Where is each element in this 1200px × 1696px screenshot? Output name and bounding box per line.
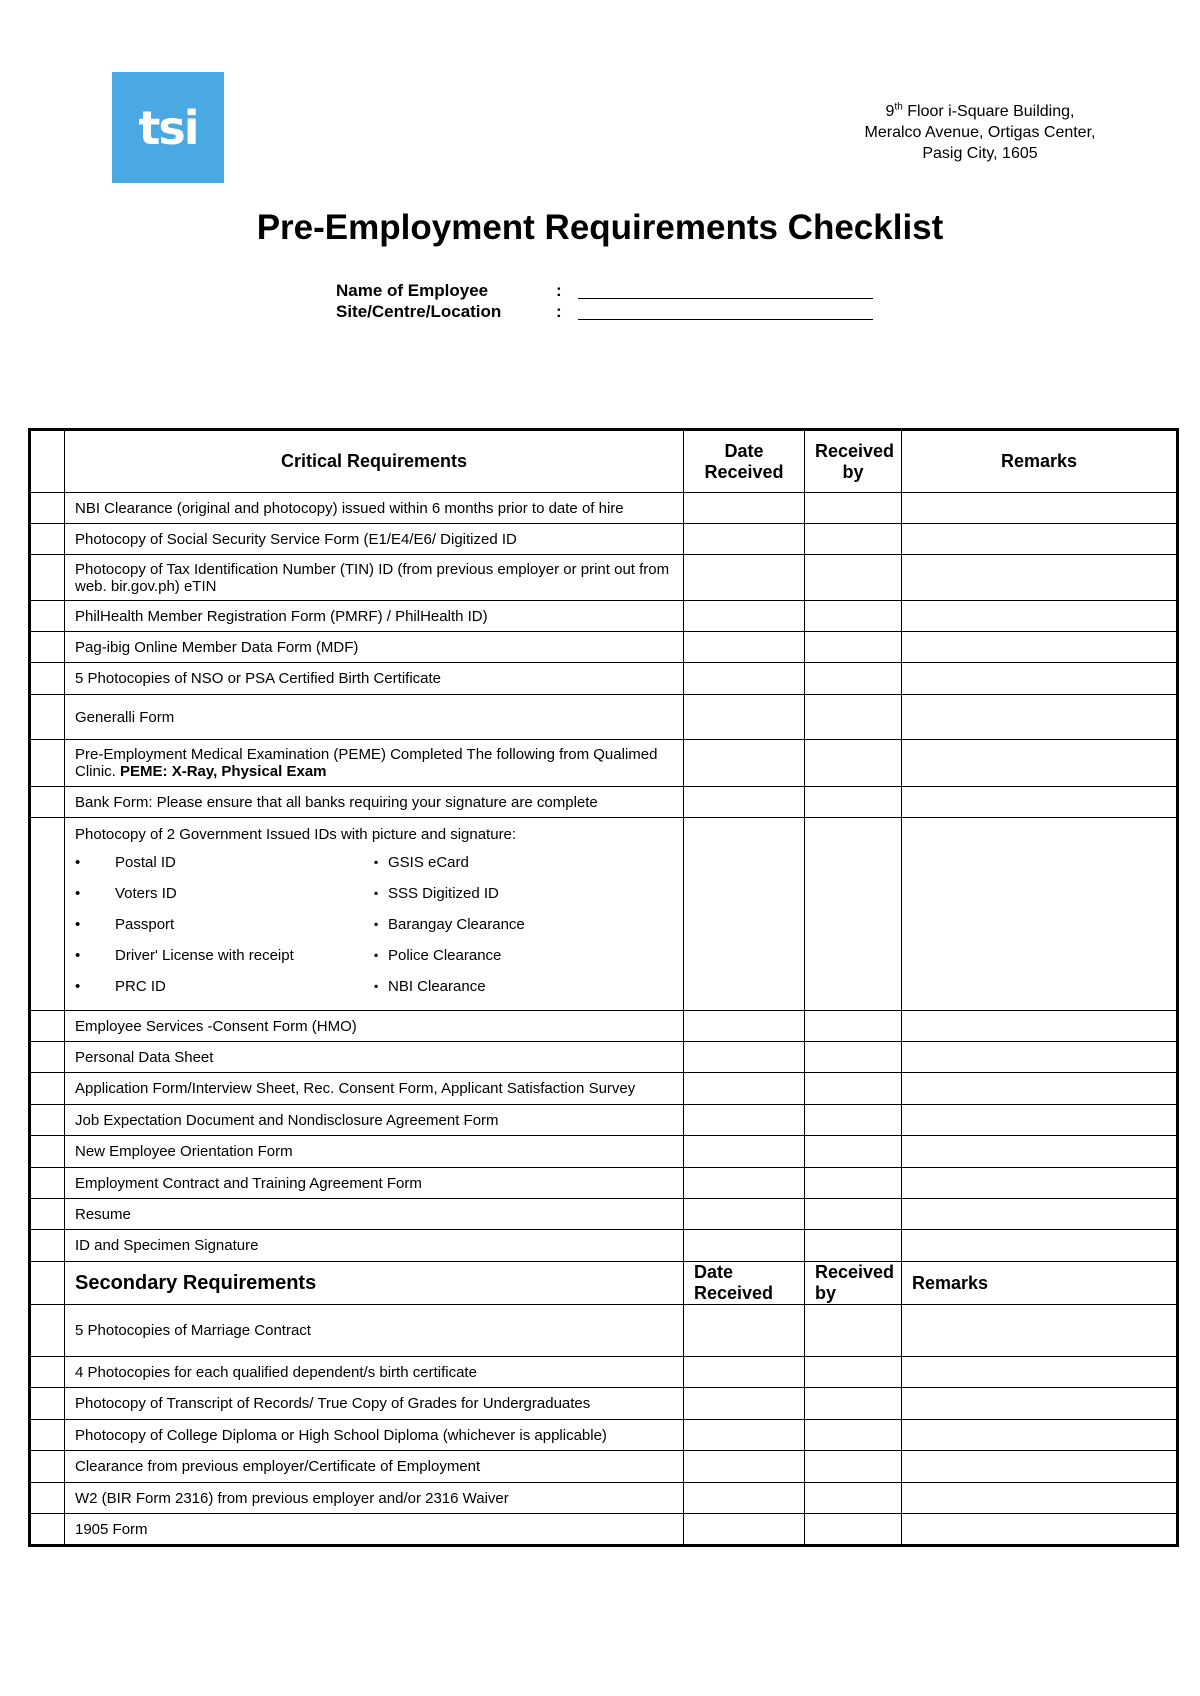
list-item bbox=[374, 940, 673, 971]
list-item bbox=[75, 909, 374, 940]
date-received-header bbox=[684, 1262, 805, 1305]
address-line-3: Pasig City, 1605 bbox=[922, 145, 1038, 162]
date-received-cell[interactable] bbox=[684, 601, 805, 632]
peme-text: Pre-Employment Medical Examination (PEME) Completed The following from Qualimed Clinic. bbox=[75, 746, 658, 780]
check-cell[interactable] bbox=[30, 1357, 65, 1388]
square-bullet-icon: ▪ bbox=[374, 948, 379, 962]
table-row bbox=[30, 818, 1178, 1011]
colon: : bbox=[556, 302, 562, 321]
bullet-icon: • bbox=[75, 885, 81, 902]
list-item bbox=[374, 878, 673, 909]
received-by-cell[interactable] bbox=[805, 1042, 902, 1073]
table-row bbox=[30, 1451, 1178, 1483]
bullet-icon: • bbox=[75, 854, 81, 871]
check-cell[interactable] bbox=[30, 1451, 65, 1483]
received-by-cell[interactable] bbox=[805, 1451, 902, 1483]
received-by-cell[interactable] bbox=[805, 740, 902, 787]
government-ids-cell bbox=[65, 818, 684, 1011]
check-cell[interactable] bbox=[30, 1483, 65, 1514]
secondary-header-row bbox=[30, 1262, 1178, 1305]
check-cell[interactable] bbox=[30, 1073, 65, 1105]
address-line-2: Meralco Avenue, Ortigas Center, bbox=[864, 124, 1096, 141]
received-by-cell[interactable] bbox=[805, 1168, 902, 1199]
date-label: Date bbox=[724, 440, 764, 461]
check-cell[interactable] bbox=[30, 601, 65, 632]
remarks-cell[interactable] bbox=[902, 1136, 1178, 1168]
check-cell[interactable] bbox=[30, 695, 65, 740]
remarks-cell[interactable] bbox=[902, 632, 1178, 663]
received-by-cell[interactable] bbox=[805, 1230, 902, 1262]
table-row bbox=[30, 695, 1178, 740]
check-cell[interactable] bbox=[30, 740, 65, 787]
remarks-cell[interactable] bbox=[902, 1042, 1178, 1073]
site-location-blank-line[interactable] bbox=[578, 319, 873, 320]
received-by-cell[interactable] bbox=[805, 555, 902, 601]
remarks-cell[interactable] bbox=[902, 695, 1178, 740]
check-cell[interactable] bbox=[30, 524, 65, 555]
remarks-cell[interactable] bbox=[902, 740, 1178, 787]
date-received-cell[interactable] bbox=[684, 787, 805, 818]
table-row bbox=[30, 1514, 1178, 1546]
list-item bbox=[75, 940, 374, 971]
remarks-cell[interactable] bbox=[902, 524, 1178, 555]
remarks-cell[interactable] bbox=[902, 1105, 1178, 1136]
list-item bbox=[75, 847, 374, 878]
square-bullet-icon: ▪ bbox=[374, 979, 379, 993]
list-item bbox=[75, 878, 374, 909]
table-row bbox=[30, 632, 1178, 663]
check-cell[interactable] bbox=[30, 818, 65, 1011]
date-received-cell[interactable] bbox=[684, 1514, 805, 1546]
remarks-cell[interactable] bbox=[902, 1388, 1178, 1420]
list-item bbox=[374, 971, 673, 1002]
remarks-cell[interactable] bbox=[902, 493, 1178, 524]
table-row bbox=[30, 493, 1178, 524]
date-received-cell[interactable] bbox=[684, 1357, 805, 1388]
date-received-cell[interactable] bbox=[684, 663, 805, 695]
check-cell[interactable] bbox=[30, 1199, 65, 1230]
table-row bbox=[30, 601, 1178, 632]
requirement-text: ID and Specimen Signature bbox=[65, 1230, 684, 1262]
requirement-text: Employee Services -Consent Form (HMO) bbox=[65, 1011, 684, 1042]
requirement-text: Resume bbox=[65, 1199, 684, 1230]
received-by-cell[interactable] bbox=[805, 1483, 902, 1514]
date-received-cell[interactable] bbox=[684, 493, 805, 524]
received-by-cell[interactable] bbox=[805, 663, 902, 695]
remarks-cell[interactable] bbox=[902, 1168, 1178, 1199]
table-row bbox=[30, 663, 1178, 695]
received-by-cell[interactable] bbox=[805, 1073, 902, 1105]
requirement-text: NBI Clearance (original and photocopy) issued within 6 months prior to date of hire bbox=[65, 493, 684, 524]
bullet-icon: • bbox=[75, 916, 81, 933]
date-received-cell[interactable] bbox=[684, 1168, 805, 1199]
requirement-text: 5 Photocopies of NSO or PSA Certified Birth Certificate bbox=[65, 663, 684, 695]
received-label: Received bbox=[815, 1262, 895, 1282]
critical-requirements-header: Critical Requirements bbox=[65, 430, 684, 493]
remarks-cell[interactable] bbox=[902, 818, 1178, 1011]
employee-name-label: Name of Employee bbox=[336, 281, 489, 300]
requirement-text: Clearance from previous employer/Certificate of Employment bbox=[65, 1451, 684, 1483]
remarks-cell[interactable] bbox=[902, 1451, 1178, 1483]
received-by-header bbox=[805, 1262, 902, 1305]
company-logo bbox=[112, 72, 224, 183]
requirement-text: New Employee Orientation Form bbox=[65, 1136, 684, 1168]
list-item bbox=[374, 847, 673, 878]
date-received-cell[interactable] bbox=[684, 1011, 805, 1042]
square-bullet-icon: ▪ bbox=[374, 855, 379, 869]
received-by-cell[interactable] bbox=[805, 524, 902, 555]
received-by-cell[interactable] bbox=[805, 1514, 902, 1546]
id-label: Driver' License with receipt bbox=[115, 947, 294, 964]
remarks-cell[interactable] bbox=[902, 1305, 1178, 1357]
remarks-cell[interactable] bbox=[902, 787, 1178, 818]
check-cell[interactable] bbox=[30, 1514, 65, 1546]
date-received-cell[interactable] bbox=[684, 1420, 805, 1451]
colon: : bbox=[556, 281, 562, 300]
received-by-cell[interactable] bbox=[805, 1305, 902, 1357]
government-ids-left-column bbox=[75, 847, 374, 1002]
check-cell[interactable] bbox=[30, 787, 65, 818]
id-label: Police Clearance bbox=[388, 947, 502, 964]
check-cell[interactable] bbox=[30, 1105, 65, 1136]
received-by-cell[interactable] bbox=[805, 1388, 902, 1420]
check-cell[interactable] bbox=[30, 1388, 65, 1420]
received-by-cell[interactable] bbox=[805, 1420, 902, 1451]
id-label: PRC ID bbox=[115, 978, 166, 995]
peme-bold-text: PEME: X-Ray, Physical Exam bbox=[120, 763, 327, 780]
secondary-requirements-header: Secondary Requirements bbox=[65, 1262, 684, 1305]
requirement-text: Personal Data Sheet bbox=[65, 1042, 684, 1073]
list-item bbox=[75, 971, 374, 1002]
table-row bbox=[30, 1420, 1178, 1451]
remarks-header: Remarks bbox=[902, 1262, 1178, 1305]
date-received-cell[interactable] bbox=[684, 524, 805, 555]
received-label: Received bbox=[694, 1283, 774, 1303]
check-cell[interactable] bbox=[30, 1011, 65, 1042]
date-received-cell[interactable] bbox=[684, 740, 805, 787]
floor-number: 9 bbox=[885, 103, 895, 120]
id-label: NBI Clearance bbox=[388, 978, 486, 995]
table-row bbox=[30, 1305, 1178, 1357]
date-received-cell[interactable] bbox=[684, 1230, 805, 1262]
date-received-cell[interactable] bbox=[684, 695, 805, 740]
address-line-1 bbox=[800, 101, 1160, 122]
table-row bbox=[30, 1388, 1178, 1420]
remarks-cell[interactable] bbox=[902, 1514, 1178, 1546]
received-by-cell[interactable] bbox=[805, 818, 902, 1011]
requirement-text: Bank Form: Please ensure that all banks requiring your signature are complete bbox=[65, 787, 684, 818]
company-address bbox=[800, 101, 1160, 164]
table-row bbox=[30, 1136, 1178, 1168]
requirement-text: Photocopy of Transcript of Records/ True Copy of Grades for Undergraduates bbox=[65, 1388, 684, 1420]
remarks-cell[interactable] bbox=[902, 663, 1178, 695]
table-row bbox=[30, 555, 1178, 601]
received-by-cell[interactable] bbox=[805, 1105, 902, 1136]
remarks-cell[interactable] bbox=[902, 1483, 1178, 1514]
id-label: Voters ID bbox=[115, 885, 177, 902]
table-row bbox=[30, 524, 1178, 555]
requirement-text: Job Expectation Document and Nondisclosure Agreement Form bbox=[65, 1105, 684, 1136]
check-cell[interactable] bbox=[30, 1420, 65, 1451]
received-label: Received bbox=[704, 461, 784, 482]
table-row bbox=[30, 1105, 1178, 1136]
list-item bbox=[374, 909, 673, 940]
id-label: Passport bbox=[115, 916, 175, 933]
remarks-cell[interactable] bbox=[902, 1357, 1178, 1388]
received-by-cell[interactable] bbox=[805, 695, 902, 740]
table-row bbox=[30, 1199, 1178, 1230]
table-row bbox=[30, 1073, 1178, 1105]
square-bullet-icon: ▪ bbox=[374, 886, 379, 900]
requirement-text: 4 Photocopies for each qualified dependent/s birth certificate bbox=[65, 1357, 684, 1388]
check-cell[interactable] bbox=[30, 1230, 65, 1262]
received-label: Received bbox=[815, 440, 895, 461]
requirement-text: 5 Photocopies of Marriage Contract bbox=[65, 1305, 684, 1357]
requirement-text: W2 (BIR Form 2316) from previous employer and/or 2316 Waiver bbox=[65, 1483, 684, 1514]
square-bullet-icon: ▪ bbox=[374, 917, 379, 931]
remarks-header: Remarks bbox=[902, 430, 1178, 493]
government-ids-list bbox=[75, 847, 673, 1002]
id-label: GSIS eCard bbox=[388, 854, 469, 871]
date-received-cell[interactable] bbox=[684, 1451, 805, 1483]
date-received-cell[interactable] bbox=[684, 1483, 805, 1514]
peme-requirement-text bbox=[65, 740, 684, 787]
requirement-text: PhilHealth Member Registration Form (PMRF) / PhilHealth ID) bbox=[65, 601, 684, 632]
remarks-cell[interactable] bbox=[902, 1420, 1178, 1451]
requirement-text: Employment Contract and Training Agreement Form bbox=[65, 1168, 684, 1199]
table-row bbox=[30, 740, 1178, 787]
date-received-cell[interactable] bbox=[684, 1073, 805, 1105]
requirement-text: Pag-ibig Online Member Data Form (MDF) bbox=[65, 632, 684, 663]
check-cell[interactable] bbox=[30, 1136, 65, 1168]
remarks-cell[interactable] bbox=[902, 1073, 1178, 1105]
critical-header-row bbox=[30, 430, 1178, 493]
table-row bbox=[30, 1011, 1178, 1042]
requirement-text: Generalli Form bbox=[65, 695, 684, 740]
government-ids-intro: Photocopy of 2 Government Issued IDs with picture and signature: bbox=[75, 826, 517, 843]
bullet-icon: • bbox=[75, 978, 81, 995]
site-location-label: Site/Centre/Location bbox=[336, 302, 502, 321]
remarks-cell[interactable] bbox=[902, 555, 1178, 601]
received-by-cell[interactable] bbox=[805, 1136, 902, 1168]
remarks-cell[interactable] bbox=[902, 1230, 1178, 1262]
table-row bbox=[30, 1168, 1178, 1199]
requirement-text: Photocopy of Social Security Service Form (E1/E4/E6/ Digitized ID bbox=[65, 524, 684, 555]
remarks-cell[interactable] bbox=[902, 1011, 1178, 1042]
received-by-cell[interactable] bbox=[805, 632, 902, 663]
government-ids-right-column bbox=[374, 847, 673, 1002]
building-name: Floor i-Square Building, bbox=[902, 103, 1075, 120]
date-received-cell[interactable] bbox=[684, 1199, 805, 1230]
date-received-cell[interactable] bbox=[684, 555, 805, 601]
check-cell[interactable] bbox=[30, 1168, 65, 1199]
received-by-cell[interactable] bbox=[805, 1011, 902, 1042]
received-by-cell[interactable] bbox=[805, 1357, 902, 1388]
received-by-cell[interactable] bbox=[805, 787, 902, 818]
received-by-cell[interactable] bbox=[805, 601, 902, 632]
check-cell[interactable] bbox=[30, 1305, 65, 1357]
id-label: Barangay Clearance bbox=[388, 916, 525, 933]
remarks-cell[interactable] bbox=[902, 1199, 1178, 1230]
id-label: Postal ID bbox=[115, 854, 176, 871]
requirement-text: Application Form/Interview Sheet, Rec. Consent Form, Applicant Satisfaction Survey bbox=[65, 1073, 684, 1105]
date-received-cell[interactable] bbox=[684, 1105, 805, 1136]
requirements-table bbox=[28, 428, 1179, 1547]
requirement-text: Photocopy of College Diploma or High School Diploma (whichever is applicable) bbox=[65, 1420, 684, 1451]
table-row bbox=[30, 1357, 1178, 1388]
table-row bbox=[30, 1042, 1178, 1073]
employee-name-blank-line[interactable] bbox=[578, 298, 873, 299]
date-received-cell[interactable] bbox=[684, 818, 805, 1011]
date-label: Date bbox=[694, 1262, 734, 1282]
date-received-cell[interactable] bbox=[684, 1042, 805, 1073]
date-received-cell[interactable] bbox=[684, 632, 805, 663]
id-label: SSS Digitized ID bbox=[388, 885, 499, 902]
by-label: by bbox=[815, 1283, 837, 1303]
table-row bbox=[30, 1230, 1178, 1262]
check-cell[interactable] bbox=[30, 1042, 65, 1073]
table-row bbox=[30, 787, 1178, 818]
checkbox-column-header bbox=[30, 1262, 65, 1305]
requirement-text: 1905 Form bbox=[65, 1514, 684, 1546]
page-title: Pre-Employment Requirements Checklist bbox=[256, 208, 944, 247]
logo-text: tsi bbox=[138, 100, 198, 155]
bullet-icon: • bbox=[75, 947, 81, 964]
date-received-header bbox=[684, 430, 805, 493]
date-received-cell[interactable] bbox=[684, 1305, 805, 1357]
check-cell[interactable] bbox=[30, 663, 65, 695]
floor-suffix: th bbox=[894, 101, 903, 113]
check-cell[interactable] bbox=[30, 493, 65, 524]
table-row bbox=[30, 1483, 1178, 1514]
check-cell[interactable] bbox=[30, 632, 65, 663]
checkbox-column-header bbox=[30, 430, 65, 493]
requirement-text: Photocopy of Tax Identification Number (TIN) ID (from previous employer or print out from web. bir.gov.ph) eTIN bbox=[65, 555, 684, 601]
date-received-cell[interactable] bbox=[684, 1136, 805, 1168]
by-label: by bbox=[842, 461, 864, 482]
check-cell[interactable] bbox=[30, 555, 65, 601]
remarks-cell[interactable] bbox=[902, 601, 1178, 632]
received-by-cell[interactable] bbox=[805, 493, 902, 524]
received-by-header bbox=[805, 430, 902, 493]
received-by-cell[interactable] bbox=[805, 1199, 902, 1230]
date-received-cell[interactable] bbox=[684, 1388, 805, 1420]
